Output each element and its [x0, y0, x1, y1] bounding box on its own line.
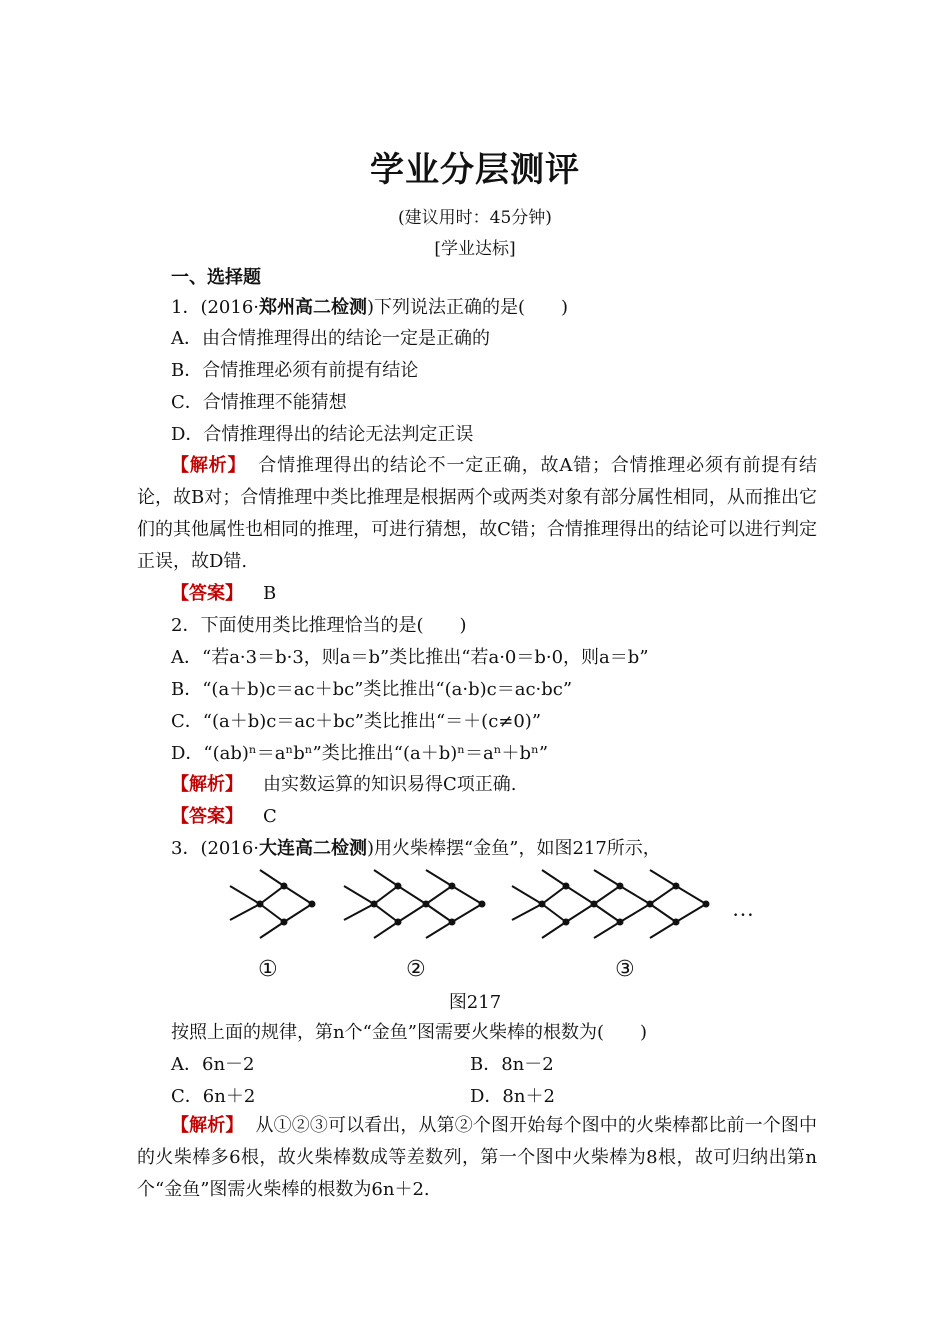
- q3-analysis: [137, 1110, 817, 1206]
- q3-prefix: 3．(2016·: [171, 838, 260, 859]
- section-label: [学业达标]: [434, 239, 516, 259]
- q2-answer: [171, 805, 277, 829]
- q2-option-c: C．“(a＋b)c＝ac＋bc”类比推出“＝＋(c≠0)”: [171, 711, 542, 732]
- q1-stem-text: )下列说法正确的是( ): [367, 297, 569, 318]
- q1-answer-value: B: [263, 583, 277, 604]
- goldfish-3: [512, 870, 709, 938]
- q1-analysis: [137, 450, 817, 578]
- q1-analysis-tag: 【解析】: [171, 455, 247, 476]
- q2-option-b: B．“(a＋b)c＝ac＋bc”类比推出“(a·b)c＝ac·bc”: [171, 679, 573, 700]
- q2-answer-tag: 【答案】: [171, 806, 243, 827]
- q2-analysis-text: 由实数运算的知识易得C项正确.: [263, 774, 517, 795]
- goldfish-2: [344, 870, 485, 938]
- q3-option-a: A．6n－2: [171, 1054, 255, 1075]
- figure-label-2: ②: [406, 957, 426, 982]
- page-title: 学业分层测评: [370, 150, 580, 190]
- q1-answer-tag: 【答案】: [171, 583, 243, 604]
- figure-label-3: ③: [615, 957, 635, 982]
- part-heading: 一、选择题: [171, 267, 261, 288]
- q1-option-d: D．合情推理得出的结论无法判定正误: [171, 424, 474, 445]
- q1-option-a: A．由合情推理得出的结论一定是正确的: [171, 328, 490, 349]
- q2-option-d: D．“(ab)ⁿ＝aⁿbⁿ”类比推出“(a＋b)ⁿ＝aⁿ＋bⁿ”: [171, 743, 549, 764]
- q3-option-d: D．8n＋2: [470, 1086, 555, 1107]
- q3-option-c: C．6n＋2: [171, 1086, 256, 1107]
- goldfish-1: [230, 870, 315, 938]
- q1-prefix: 1．(2016·: [171, 297, 260, 318]
- q2-stem: 2．下面使用类比推理恰当的是( ): [171, 615, 467, 636]
- q3-question: 按照上面的规律，第n个“金鱼”图需要火柴棒的根数为( ): [171, 1022, 648, 1043]
- q3-option-b: B．8n－2: [470, 1054, 554, 1075]
- figure-caption: 图217: [448, 992, 502, 1013]
- q2-answer-value: C: [263, 806, 277, 827]
- q1-option-c: C．合情推理不能猜想: [171, 392, 347, 413]
- figure-ellipsis: …: [732, 896, 754, 921]
- q2-analysis: [171, 773, 517, 797]
- q3-stem: [171, 837, 661, 861]
- q2-option-a: A．“若a·3＝b·3，则a＝b”类比推出“若a·0＝b·0，则a＝b”: [171, 647, 649, 668]
- q1-source: 郑州高二检测: [259, 297, 368, 318]
- q1-analysis-text: 合情推理得出的结论不一定正确，故A错；合情推理必须有前提有结论，故B对；合情推理中类比推理是根据两个或两类对象有部分属性相同，从而推出它们的其他属性也相同的推理，可进行猜想，故C错；合情推理得出的结论可以进行判定正误，故D错.: [137, 455, 818, 572]
- q3-analysis-text: 从①②③可以看出，从第②个图开始每个图中的火柴棒都比前一个图中的火柴棒多6根，故火柴棒数成等差数列，第一个图中火柴棒为8根，故可归纳出第n个“金鱼”图需火柴棒的根数为6n＋2.: [137, 1115, 818, 1200]
- figure-label-1: ①: [258, 957, 278, 982]
- time-note: (建议用时：45分钟): [398, 208, 552, 228]
- q1-option-b: B．合情推理必须有前提有结论: [171, 360, 419, 381]
- q3-stem-text: )用火柴棒摆“金鱼”，如图217所示，: [367, 838, 661, 859]
- q3-analysis-tag: 【解析】: [171, 1115, 244, 1136]
- goldfish-figure: [220, 864, 780, 984]
- q3-source: 大连高二检测: [259, 838, 368, 859]
- q1-answer: [171, 582, 276, 606]
- q1-stem: [171, 296, 568, 320]
- q2-analysis-tag: 【解析】: [171, 774, 243, 795]
